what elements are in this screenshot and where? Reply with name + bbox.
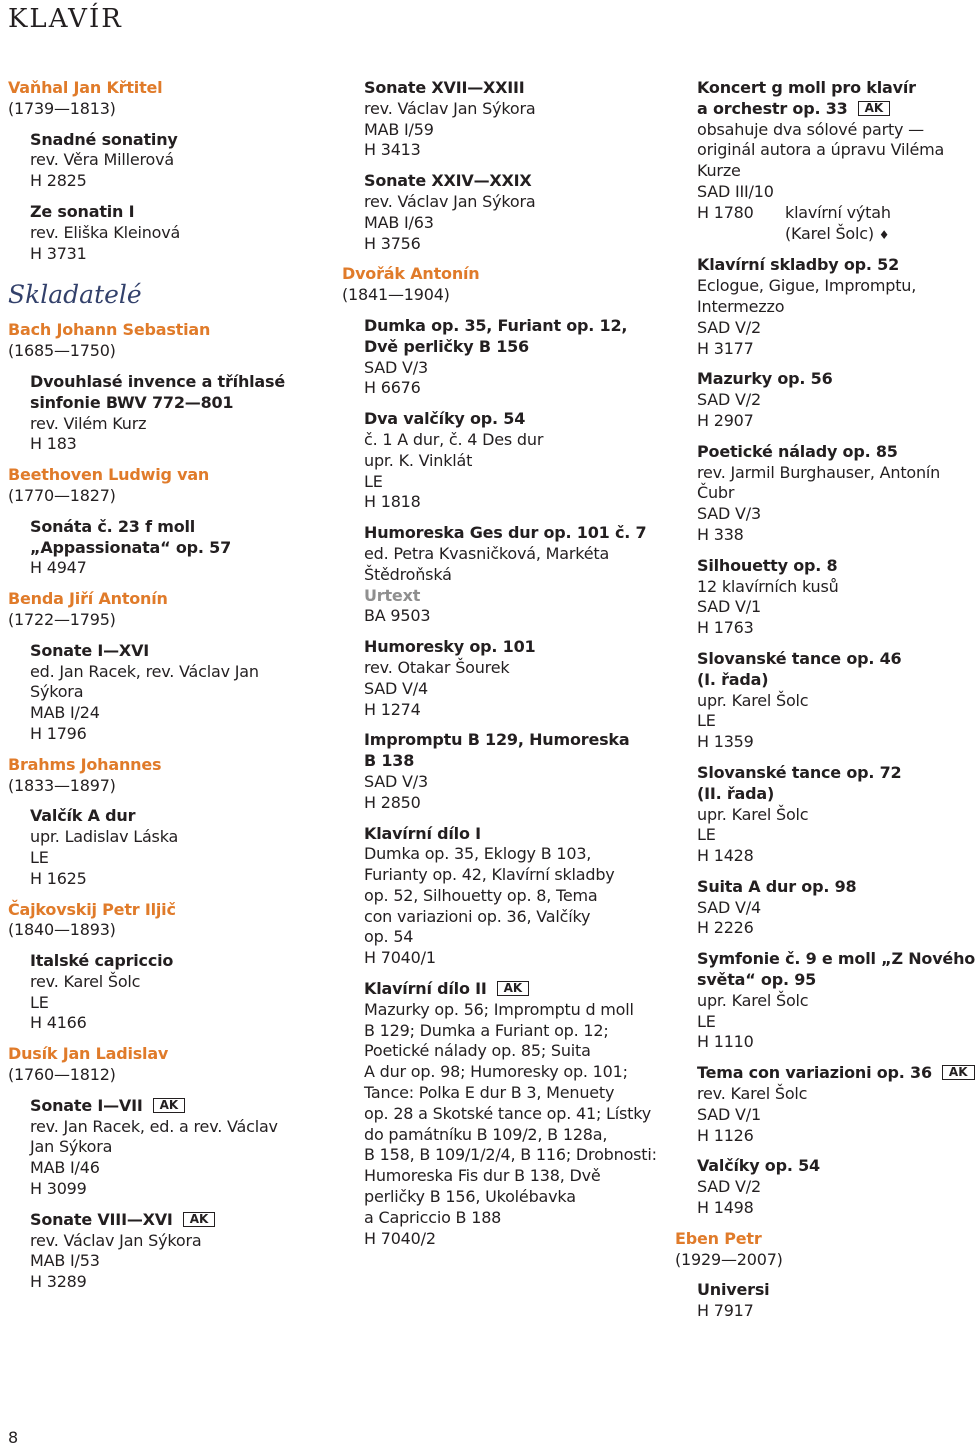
work-detail: upr. Karel Šolc [697, 804, 809, 824]
work-detail: Furianty op. 42, Klavírní skladby [364, 865, 615, 885]
work-entry [697, 78, 960, 245]
work-number: H 3413 [364, 140, 421, 160]
work-number: H 1498 [697, 1198, 754, 1218]
work-entry [697, 369, 960, 431]
work-title: Italské capriccio [30, 951, 174, 971]
diamond-icon: ♦ [878, 227, 890, 242]
work-title: Dumka op. 35, Furiant op. 12, [364, 315, 628, 335]
work-title: světa“ op. 95 [697, 970, 817, 990]
work-detail: ed. Jan Racek, rev. Václav Jan [30, 661, 259, 681]
composer-name: Dusík Jan Ladislav [8, 1044, 169, 1064]
work-title: Poetické nálady op. 85 [697, 441, 898, 461]
work-number: BA 9503 [364, 606, 431, 626]
composer-dates: (1841—1904) [342, 285, 450, 305]
work-detail: rev. Eliška Kleinová [30, 222, 181, 242]
work-edition: SAD V/3 [697, 504, 761, 524]
composer-dates: (1685—1750) [8, 341, 116, 361]
work-entry [364, 730, 672, 813]
work-number: H 2226 [697, 918, 754, 938]
work-title [364, 979, 672, 1000]
work-detail: 12 klavírních kusů [697, 576, 839, 596]
work-number: H 1110 [697, 1032, 754, 1052]
ak-badge: AK [942, 1065, 975, 1080]
work-detail: rev. Václav Jan Sýkora [364, 191, 536, 211]
work-detail-text: (Karel Šolc) [785, 223, 874, 243]
work-number: H 2907 [697, 410, 754, 430]
work-title: Dvouhlasé invence a tříhlasé [30, 371, 286, 391]
work-detail: rev. Vilém Kurz [30, 413, 147, 433]
work-number: H 6676 [364, 378, 421, 398]
work-number: H 338 [697, 524, 744, 544]
work-entry [697, 763, 960, 867]
work-edition: MAB I/24 [30, 703, 100, 723]
work-detail: č. 1 A dur, č. 4 Des dur [364, 429, 544, 449]
work-detail: Intermezzo [697, 296, 785, 316]
work-detail: B 158, B 109/1/2/4, B 116; Drobnosti: [364, 1145, 657, 1165]
ak-badge: AK [497, 981, 530, 996]
work-number-text: H 1780 [697, 202, 754, 222]
work-edition: LE [697, 1011, 716, 1031]
work-detail: Štědroňská [364, 564, 452, 584]
work-edition: LE [697, 825, 716, 845]
page-number: 8 [8, 1428, 19, 1447]
work-number: H 1796 [30, 723, 87, 743]
work-edition: LE [364, 471, 383, 491]
work-edition: SAD V/3 [364, 357, 428, 377]
work-title-text: Tema con variazioni op. 36 [697, 1063, 932, 1083]
composer-dates: (1722—1795) [8, 609, 116, 629]
work-title: Sonate I—XVI [30, 640, 149, 660]
work-detail [697, 224, 960, 246]
work-title: Impromptu B 129, Humoreska [364, 730, 630, 750]
composer-dates: (1739—1813) [8, 98, 116, 118]
ak-badge: AK [858, 101, 891, 116]
work-detail: Kurze [697, 161, 741, 181]
work-edition: SAD V/3 [364, 771, 428, 791]
work-number: H 4166 [30, 1013, 87, 1033]
composer-dates: (1929—2007) [675, 1249, 783, 1269]
work-detail: rev. Karel Šolc [697, 1084, 808, 1104]
work-detail: Humoreska Fis dur B 138, Dvě [364, 1166, 601, 1186]
work-title: Sonate XVII—XXIII [364, 78, 525, 97]
page-header: KLAVÍR [8, 4, 123, 34]
work-detail: Sýkora [30, 682, 84, 702]
composer-dates: (1840—1893) [8, 920, 116, 940]
work-detail: ed. Petra Kvasničková, Markéta [364, 543, 610, 563]
work-detail: Poetické nálady op. 85; Suita [364, 1041, 591, 1061]
work-title: Universi [697, 1280, 770, 1300]
work-title: Dva valčíky op. 54 [364, 409, 526, 429]
section-heading: Skladatelé [8, 280, 142, 310]
work-number: H 3289 [30, 1272, 87, 1292]
work-edition: SAD III/10 [697, 181, 774, 201]
work-edition: LE [697, 711, 716, 731]
work-entry [697, 1280, 960, 1322]
work-entry [364, 637, 672, 720]
work-number: H 2825 [30, 171, 87, 191]
work-edition: MAB I/63 [364, 212, 434, 232]
work-detail: obsahuje dva sólové party — [697, 119, 924, 139]
work-number: H 183 [30, 434, 77, 454]
work-edition: MAB I/46 [30, 1158, 100, 1178]
work-edition: MAB I/59 [364, 119, 434, 139]
work-entry [364, 171, 672, 254]
work-entry [30, 1096, 328, 1200]
work-entry [30, 1210, 328, 1293]
work-edition: LE [30, 992, 49, 1012]
work-title: Slovanské tance op. 46 [697, 648, 902, 668]
work-title: sinfonie BWV 772—801 [30, 392, 234, 412]
work-title: (II. řada) [697, 783, 775, 803]
work-title [697, 1063, 968, 1084]
work-title-text: Sonate VIII—XVI [30, 1209, 173, 1229]
work-detail: do památníku B 109/2, B 128a, [364, 1124, 608, 1144]
work-title [697, 99, 960, 120]
composer-name: Dvořák Antonín [342, 264, 480, 284]
work-detail: rev. Otakar Šourek [364, 657, 510, 677]
work-title-text: Klavírní dílo II [364, 979, 487, 999]
work-entry [364, 523, 672, 627]
work-number: H 1818 [364, 492, 421, 512]
work-title: (I. řada) [697, 669, 769, 689]
work-detail: op. 28 a Skotské tance op. 41; Lístky [364, 1103, 651, 1123]
work-entry [697, 949, 975, 1053]
work-number: H 1763 [697, 618, 754, 638]
work-number: H 3177 [697, 338, 754, 358]
composer-dates: (1760—1812) [8, 1065, 116, 1085]
ak-badge: AK [153, 1098, 186, 1113]
work-entry [697, 649, 960, 753]
work-detail: B 129; Dumka a Furiant op. 12; [364, 1020, 609, 1040]
work-number: H 3756 [364, 233, 421, 253]
work-edition: SAD V/4 [697, 897, 761, 917]
work-title: Dvě perličky B 156 [364, 336, 529, 356]
work-number: H 1359 [697, 732, 754, 752]
work-detail: Čubr [697, 483, 735, 503]
work-detail: op. 54 [364, 927, 414, 947]
composer-name: Vaňhal Jan Křtitel [8, 78, 163, 97]
work-entry [30, 372, 328, 455]
work-title: B 138 [364, 751, 415, 771]
work-detail: Tance: Polka E dur B 3, Menuety [364, 1083, 615, 1103]
ak-badge: AK [183, 1212, 216, 1227]
work-number: H 3731 [30, 243, 87, 263]
work-detail: rev. Jarmil Burghauser, Antonín [697, 462, 941, 482]
work-number: H 1428 [697, 846, 754, 866]
work-title: Valčík A dur [30, 806, 136, 826]
work-title: Sonate XXIV—XXIX [364, 171, 532, 191]
work-detail: con variazioni op. 36, Valčíky [364, 906, 591, 926]
work-entry [30, 951, 328, 1034]
composer-name: Bach Johann Sebastian [8, 320, 211, 340]
work-detail: originál autora a úpravu Viléma [697, 140, 945, 160]
work-number: H 2850 [364, 792, 421, 812]
work-title: Silhouetty op. 8 [697, 555, 838, 575]
work-detail: Jan Sýkora [30, 1137, 113, 1157]
column-2 [342, 78, 672, 1249]
work-entry [30, 202, 328, 264]
work-title: Mazurky op. 56 [697, 369, 833, 389]
work-entry [364, 824, 672, 970]
work-title [30, 1096, 328, 1117]
work-edition: SAD V/4 [364, 678, 428, 698]
composer-dates: (1833—1897) [8, 775, 116, 795]
work-title: Koncert g moll pro klavír [697, 78, 916, 97]
work-title: Suita A dur op. 98 [697, 876, 857, 896]
work-entry [364, 316, 672, 399]
work-detail: a Capriccio B 188 [364, 1207, 502, 1227]
work-title: Humoresky op. 101 [364, 637, 536, 657]
composer-dates: (1770—1827) [8, 485, 116, 505]
work-entry [30, 130, 328, 192]
work-detail: Dumka op. 35, Eklogy B 103, [364, 844, 592, 864]
composer-name: Benda Jiří Antonín [8, 589, 168, 609]
work-entry [697, 1063, 968, 1146]
work-entry [30, 806, 328, 889]
work-title-text: Sonate I—VII [30, 1095, 143, 1115]
column-3 [675, 78, 975, 1322]
urtext-label: Urtext [364, 585, 421, 605]
work-detail: A dur op. 98; Humoresky op. 101; [364, 1062, 628, 1082]
work-title: Snadné sonatiny [30, 129, 178, 149]
work-title: Symfonie č. 9 e moll „Z Nového [697, 949, 975, 969]
work-entry [697, 255, 960, 359]
work-title: Slovanské tance op. 72 [697, 762, 902, 782]
work-entry [364, 409, 672, 513]
work-entry [30, 517, 328, 579]
work-detail: rev. Václav Jan Sýkora [364, 98, 536, 118]
work-detail: Eclogue, Gigue, Impromptu, [697, 276, 917, 296]
work-number: H 7040/2 [364, 1228, 436, 1248]
work-title: Humoreska Ges dur op. 101 č. 7 [364, 523, 647, 543]
work-detail: rev. Karel Šolc [30, 971, 141, 991]
composer-name: Čajkovskij Petr Iljič [8, 899, 176, 919]
work-number: H 1126 [697, 1125, 754, 1145]
work-entry [364, 979, 672, 1249]
work-entry [697, 1156, 960, 1218]
composer-name: Eben Petr [675, 1228, 762, 1248]
work-title: Klavírní skladby op. 52 [697, 255, 900, 275]
work-entry [364, 78, 672, 161]
work-detail: op. 52, Silhouetty op. 8, Tema [364, 885, 598, 905]
work-number: H 1625 [30, 868, 87, 888]
work-entry [30, 641, 328, 745]
work-title: Sonáta č. 23 f moll [30, 516, 196, 536]
work-detail: rev. Václav Jan Sýkora [30, 1230, 202, 1250]
work-detail: klavírní výtah [785, 202, 891, 222]
work-title: Valčíky op. 54 [697, 1156, 820, 1176]
work-detail: rev. Jan Racek, ed. a rev. Václav [30, 1116, 278, 1136]
work-number: H 7040/1 [364, 948, 436, 968]
column-1 [8, 78, 328, 1293]
work-number: H 4947 [30, 558, 87, 578]
work-edition: MAB I/53 [30, 1251, 100, 1271]
work-entry [697, 877, 960, 939]
work-edition: SAD V/2 [697, 390, 761, 410]
work-detail: upr. K. Vinklát [364, 450, 473, 470]
work-entry [697, 556, 960, 639]
work-detail: upr. Karel Šolc [697, 690, 809, 710]
work-number: H 1274 [364, 699, 421, 719]
work-title: „Appassionata“ op. 57 [30, 537, 232, 557]
work-edition: SAD V/1 [697, 1104, 761, 1124]
composer-name: Beethoven Ludwig van [8, 465, 210, 485]
work-edition: SAD V/2 [697, 317, 761, 337]
work-edition: SAD V/2 [697, 1177, 761, 1197]
work-detail: Mazurky op. 56; Impromptu d moll [364, 999, 634, 1019]
work-detail: upr. Karel Šolc [697, 990, 809, 1010]
work-detail: perličky B 156, Ukolébavka [364, 1187, 576, 1207]
work-number: H 3099 [30, 1179, 87, 1199]
work-edition: SAD V/1 [697, 597, 761, 617]
work-title [30, 1210, 328, 1231]
work-title: Klavírní dílo I [364, 823, 481, 843]
work-title: Ze sonatin I [30, 201, 135, 221]
work-entry [697, 442, 960, 546]
work-edition: LE [30, 847, 49, 867]
work-title-text: a orchestr op. 33 [697, 98, 848, 118]
composer-name: Brahms Johannes [8, 754, 162, 774]
work-number [697, 203, 960, 224]
work-detail: rev. Věra Millerová [30, 150, 174, 170]
work-number: H 7917 [697, 1301, 754, 1321]
work-detail: upr. Ladislav Láska [30, 827, 179, 847]
